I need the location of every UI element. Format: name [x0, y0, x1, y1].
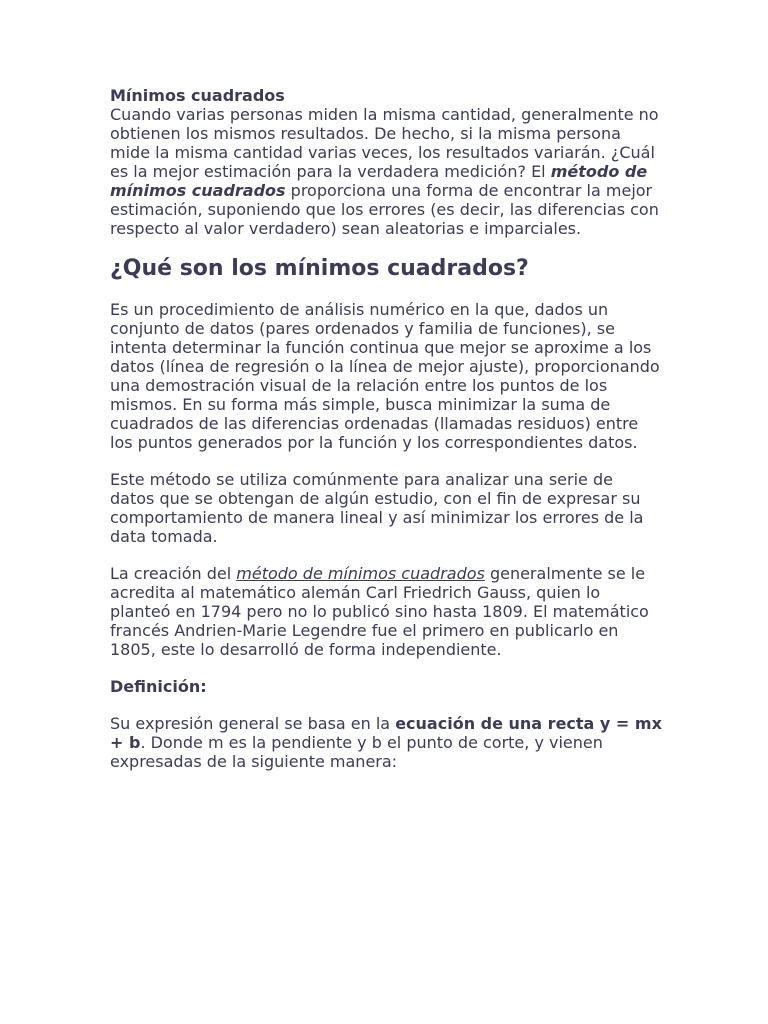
paragraph-1: Es un procedimiento de análisis numérico en la que, dados un conjunto de datos (pares ordenados y familia de funciones), se intenta determinar la función continua que mejor se aproxime a los datos (línea de regresión o la línea de mejor ajuste), proporcionando una demostración visual de la relación entre los puntos de los mismos. En su forma más simple, busca minimizar la suma de cuadrados de las diferencias ordenadas (llamadas residuos) entre los puntos generados por la función y los correspondientes datos.: [110, 300, 660, 452]
paragraph-4-text-a: Su expresión general se basa en la: [110, 714, 396, 733]
intro-paragraph: [110, 86, 662, 238]
paragraph-3-text-b: generalmente se le acredita al matemático alemán Carl Friedrich Gauss, quien lo planteó en 1794 pero no lo publicó sino hasta 1809. El matemático francés Andrien-Marie Legendre fue el primero en publicarlo en 1805, este lo desarrolló de forma independiente.: [110, 564, 649, 659]
intro-heading: Mínimos cuadrados: [110, 86, 285, 105]
paragraph-4: [110, 714, 662, 771]
intro-text-2: proporciona una forma de encontrar la mejor estimación, suponiendo que los errores (es decir, las diferencias con respecto al valor verdadero) sean aleatorias e imparciales.: [110, 181, 659, 238]
paragraph-3: [110, 564, 662, 659]
equation-text: ecuación de una recta y = mx + b: [110, 714, 662, 752]
document-page: [110, 86, 662, 771]
intro-emphasis: método de mínimos cuadrados: [110, 162, 648, 200]
paragraph-2: Este método se utiliza comúnmente para analizar una serie de datos que se obtengan de algún estudio, con el fin de expresar su comportamiento de manera lineal y así minimizar los errores de la data tomada.: [110, 470, 644, 546]
section-title: ¿Qué son los mínimos cuadrados?: [110, 256, 529, 281]
definition-label: Definición:: [110, 677, 207, 696]
paragraph-4-text-b: . Donde m es la pendiente y b el punto de corte, y vienen expresadas de la siguiente manera:: [110, 733, 603, 771]
paragraph-3-text-a: La creación del: [110, 564, 237, 583]
intro-text-1: Cuando varias personas miden la misma cantidad, generalmente no obtienen los mismos resultados. De hecho, si la misma persona mide la misma cantidad varias veces, los resultados variarán. ¿Cuál es la mejor estimación para la verdadera medición? El: [110, 105, 659, 181]
metodo-link[interactable]: método de mínimos cuadrados: [236, 564, 485, 583]
